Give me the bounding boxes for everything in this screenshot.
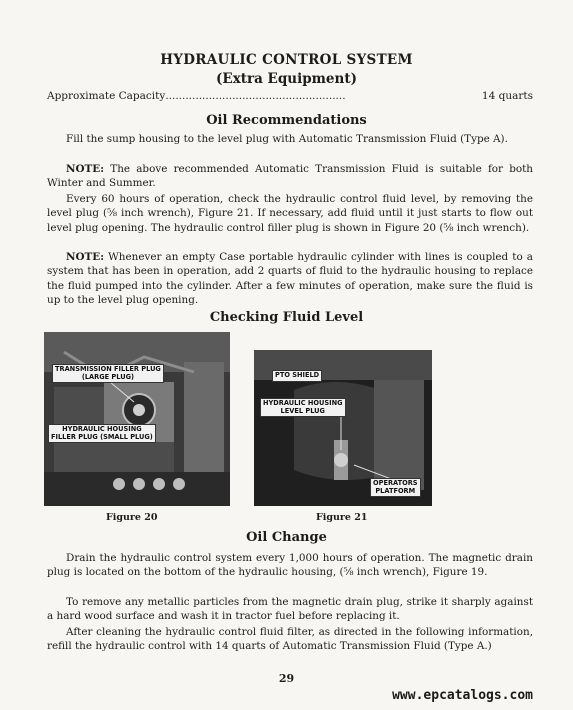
watermark-url: www.epcatalogs.com xyxy=(392,688,533,703)
page-title: HYDRAULIC CONTROL SYSTEM xyxy=(160,52,413,68)
note-lead: NOTE: xyxy=(66,251,105,263)
label-line: HYDRAULIC HOUSING xyxy=(62,425,142,433)
oil-change-paragraph-1: Drain the hydraulic control system every 1,000 hours of operation. The magnetic drain plug is located on the bottom of the hydraulic housing, (⅝ inch wrench), Figure 19. xyxy=(47,552,533,579)
heading-oil-recommendations: Oil Recommendations xyxy=(206,113,367,128)
figure-21-photo xyxy=(254,350,432,506)
oil-rec-note-2 xyxy=(47,250,533,308)
heading-oil-change: Oil Change xyxy=(246,530,327,545)
label-line: OPERATORS xyxy=(373,479,418,487)
figure-21-caption: Figure 21 xyxy=(316,512,368,523)
label-line: PLATFORM xyxy=(375,486,416,495)
capacity-leader-dots: ...................................................... xyxy=(165,90,346,102)
label-line: HYDRAULIC HOUSING xyxy=(263,399,343,407)
oil-change-paragraph-3: After cleaning the hydraulic control fluid filter, as directed in the following information, refill the hydraulic control with 14 quarts of Automatic Transmission Fluid (Type A.) xyxy=(47,626,533,653)
label-operators-platform xyxy=(370,478,421,497)
figure-20-illustration xyxy=(44,332,230,506)
note-lead: NOTE: xyxy=(66,163,105,175)
label-hydraulic-level-plug xyxy=(260,398,346,417)
oil-rec-note-1 xyxy=(47,162,533,191)
figure-20-photo xyxy=(44,332,230,506)
label-line: (LARGE PLUG) xyxy=(81,372,135,381)
oil-change-paragraph-2: To remove any metallic particles from the magnetic drain plug, strike it sharply against a hard wood surface and wash it in tractor fuel before replacing it. xyxy=(47,596,533,623)
capacity-label: Approximate Capacity xyxy=(47,90,166,102)
label-line: FILLER PLUG (SMALL PLUG) xyxy=(51,432,153,441)
label-line: TRANSMISSION FILLER PLUG xyxy=(55,365,161,373)
page-subtitle: (Extra Equipment) xyxy=(216,71,357,87)
oil-rec-paragraph-1: Fill the sump housing to the level plug with Automatic Transmission Fluid (Type A). xyxy=(66,133,508,145)
capacity-value: 14 quarts xyxy=(481,90,533,102)
page-number: 29 xyxy=(278,672,295,685)
label-hydraulic-filler-plug xyxy=(48,424,156,443)
heading-checking-fluid-level: Checking Fluid Level xyxy=(209,310,364,325)
label-pto-shield: PTO SHIELD xyxy=(272,370,322,382)
oil-rec-paragraph-3: Every 60 hours of operation, check the hydraulic control fluid level, by removing the level plug (⅝ inch wrench), Figure 21. If necessary, add fluid until it just starts to flow out level plug opening. The hydraulic control filler plug is shown in Figure 20 (⅝ inch wrench). xyxy=(47,193,533,234)
label-line: LEVEL PLUG xyxy=(280,406,325,415)
note-text: Whenever an empty Case portable hydraulic cylinder with lines is coupled to a system that has been in operation, add 2 quarts of fluid to the hydraulic housing to replace the fluid pumped into the cylinder. After a few minutes of operation, make sure the fluid is up to the level plug opening. xyxy=(47,251,533,307)
note-text: The above recommended Automatic Transmission Fluid is suitable for both Winter and Summer. xyxy=(47,163,533,190)
label-transmission-filler-plug xyxy=(52,364,164,383)
figure-20-caption: Figure 20 xyxy=(106,512,158,523)
capacity-line xyxy=(47,90,533,102)
